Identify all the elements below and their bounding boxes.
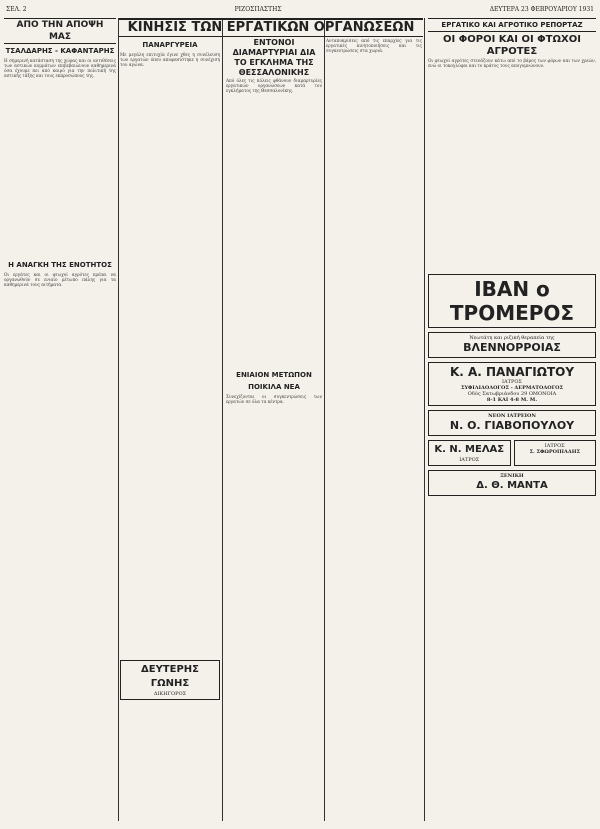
ad-panag-name: Κ. Α. ΠΑΝΑΓΙΩΤΟΥ bbox=[449, 365, 575, 379]
column-4 bbox=[428, 18, 596, 821]
ad-giavopoulou bbox=[428, 410, 596, 436]
column-rule bbox=[424, 18, 425, 821]
ad-sfor-role: ΙΑΤΡΟΣ bbox=[544, 443, 565, 449]
headline-col2: ΠΑΝΑΡΓΥΡΕΙΑ bbox=[142, 41, 198, 49]
ad-giav-name: Ν. Ο. ΓΙΑΒΟΠΟΥΛΟΥ bbox=[449, 419, 575, 432]
paper-name: ΡΙΖΟΣΠΑΣΤΗΣ bbox=[234, 6, 282, 13]
page-number: ΣΕΛ. 2 bbox=[6, 6, 27, 13]
section-header-center: ΚΙΝΗΣΙΣ ΤΩΝ ΕΡΓΑΤΙΚΩΝ ΟΡΓΑΝΩΣΕΩΝ bbox=[119, 18, 423, 37]
column-3 bbox=[226, 38, 322, 821]
column-1 bbox=[4, 18, 116, 821]
ad-panag-addr: Οδός Σατωβριάνδου 29 ΟΜΟΝΟΙΑ bbox=[467, 391, 557, 397]
ad-ivan bbox=[428, 274, 596, 328]
headline-sub3: ΕΝΙΑΙΟΝ ΜΕΤΩΠΟΝ bbox=[236, 371, 312, 379]
headline-col3: ΕΝΤΟΝΟΙ ΔΙΑΜΑΡΤΥΡΙΑΙ ΔΙΑ ΤΟ ΕΓΚΛΗΜΑ ΤΗΣ ΘΕΣΣΑΛΟΝΙΚΗΣ bbox=[232, 38, 316, 77]
article-text: Οι εργάτες και οι φτωχοί αγρότες πρέπει να οργανωθούν σε ενιαίο μέτωπο πάλης για τα καθημερινά τους αιτήματα. bbox=[4, 272, 116, 287]
ad-lawyer-sub: ΔΙΚΗΓΟΡΟΣ bbox=[153, 691, 187, 697]
ad-giav-top: ΝΕΟΝ ΙΑΤΡΕΙΟΝ bbox=[488, 413, 536, 419]
column-rule bbox=[222, 18, 223, 821]
ad-manta-title: ΞΕΝΙΚΗ bbox=[500, 473, 524, 479]
ad-panag-hours: 8-1 ΚΑΙ 4-8 Μ. Μ. bbox=[486, 397, 538, 403]
headline-sub3b: ΠΟΙΚΙΛΑ ΝΕΑ bbox=[248, 383, 300, 391]
ad-sfor-name: Σ. ΣΦΩΡΟΠΙΑΔΗΣ bbox=[529, 449, 581, 455]
ad-blennorrhea bbox=[428, 332, 596, 358]
ad-manta bbox=[428, 470, 596, 496]
article-text: Από όλες τις πόλεις φθάνουν διαμαρτυρίες εργατικών οργανώσεων κατά του εγκλήματος της Θεσσαλονίκης. bbox=[226, 78, 322, 93]
column-3b bbox=[326, 18, 422, 821]
article-text: Με μεγάλη επιτυχία έγινε χθες η συνέλευση των εργατών όπου αποφασίστηκε η συνέχιση του αγώνα. bbox=[120, 52, 220, 67]
ad-manta-name: Δ. Θ. ΜΑΝΤΑ bbox=[476, 480, 548, 491]
section-header-right: ΕΡΓΑΤΙΚΟ ΚΑΙ ΑΓΡΟΤΙΚΟ ΡΕΠΟΡΤΑΖ bbox=[428, 18, 596, 32]
ad-row bbox=[428, 440, 596, 466]
ad-panag-spec: ΣΥΦΙΛΙΔΟΛΟΓΟΣ - ΔΕΡΜΑΤΟΛΟΓΟΣ bbox=[460, 385, 564, 391]
column-rule bbox=[118, 18, 119, 821]
ad-blen-title: ΒΛΕΝΝΟΡΡΟΙΑΣ bbox=[463, 341, 561, 354]
column-rule bbox=[324, 18, 325, 821]
headline-sub1: Η ΑΝΑΓΚΗ ΤΗΣ ΕΝΟΤΗΤΟΣ bbox=[8, 261, 112, 269]
article-text: Ανταποκρίσεις από τις επαρχίες για τις εργατικές κινητοποιήσεις και τις συγκεντρώσεις στα χωριά. bbox=[326, 38, 422, 53]
article-text: Συνεχίζονται οι συγκεντρώσεις των εργατών σε όλα τα κέντρα. bbox=[226, 394, 322, 404]
page-header bbox=[6, 6, 594, 16]
ad-blen-note: Νεωτάτη και ριζική θεραπεία της bbox=[469, 335, 555, 341]
ad-sforopiadis bbox=[514, 440, 597, 466]
article-text: Η σημερινή κατάσταση της χώρας και οι αντιθέσεις των αστικών κομμάτων επιβεβαιώνουν καθημερινά όσα έχουμε πει από καιρό για την πολιτική της αστικής τάξης και τους εκπροσώπους της. bbox=[4, 58, 116, 78]
headline-col4: ΟΙ ΦΟΡΟΙ ΚΑΙ ΟΙ ΦΤΩΧΟΙ ΑΓΡΟΤΕΣ bbox=[443, 34, 581, 57]
ad-ivan-title: ΙΒΑΝ ο ΤΡΟΜΕΡΟΣ bbox=[449, 277, 575, 325]
ad-lawyer-name: ΔΕΥΤΕΡΗΣ ΓΩΝΗΣ bbox=[141, 664, 199, 689]
ad-melas-name: Κ. Ν. ΜΕΛΑΣ bbox=[434, 444, 505, 455]
ad-panag-role: ΙΑΤΡΟΣ bbox=[502, 379, 522, 385]
ad-melas-role: ΙΑΤΡΟΣ bbox=[459, 457, 480, 463]
page-date: ΔΕΥΤΕΡΑ 23 ΦΕΒΡΟΥΑΡΙΟΥ 1931 bbox=[489, 6, 594, 13]
article-text: Οι φτωχοί αγρότες στενάζουν κάτω από το βάρος των φόρων και των χρεών, ενώ οι τοκογλύφοι και το κράτος τους απογυμνώνουν. bbox=[428, 58, 596, 68]
headline-col1: ΤΣΑΛΔΑΡΗΣ - ΚΑΦΑΝΤΑΡΗΣ bbox=[5, 47, 115, 55]
section-header-left: ΑΠΟ ΤΗΝ ΑΠΟΨΗ ΜΑΣ bbox=[4, 18, 116, 44]
ad-melas bbox=[428, 440, 511, 466]
ad-lawyer bbox=[120, 660, 220, 700]
ad-panagiotou bbox=[428, 362, 596, 406]
column-2 bbox=[120, 38, 220, 821]
